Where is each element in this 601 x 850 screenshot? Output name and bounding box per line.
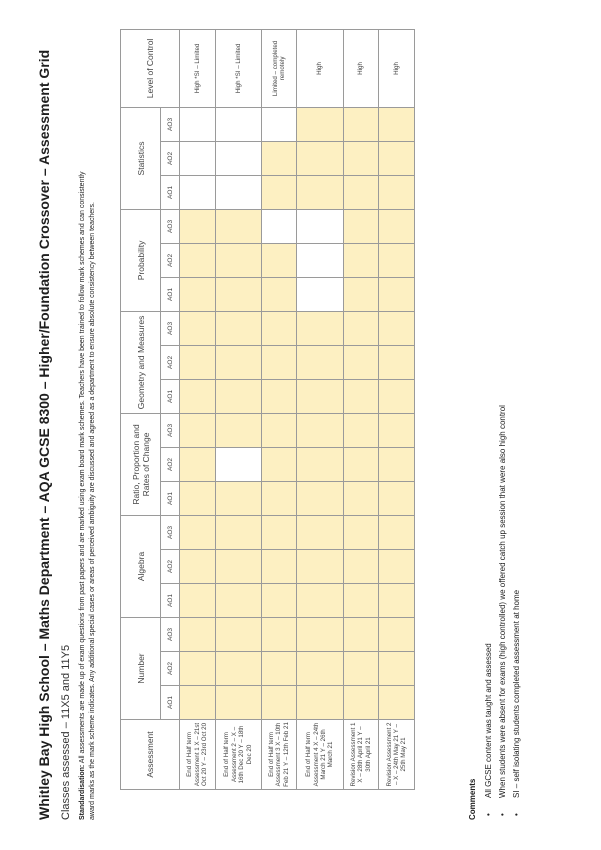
table-row (379, 29, 415, 789)
ao-header-cell: AO2 (161, 345, 180, 379)
table-row (297, 29, 343, 789)
assessed-cell (261, 549, 297, 583)
assessed-cell (261, 311, 297, 345)
not-assessed-cell (180, 141, 216, 175)
not-assessed-cell (261, 209, 297, 243)
assessed-cell (343, 209, 379, 243)
assessed-cell (379, 345, 415, 379)
ao-header-cell: AO2 (161, 141, 180, 175)
topic-header-number: Number (121, 617, 161, 719)
topic-header-algebra: Algebra (121, 515, 161, 617)
assessed-cell (261, 481, 297, 515)
assessed-cell (379, 413, 415, 447)
ao-header-cell: AO3 (161, 413, 180, 447)
assessed-cell (379, 175, 415, 209)
ao-header-cell: AO1 (161, 175, 180, 209)
not-assessed-cell (180, 175, 216, 209)
assessment-grid-table (120, 29, 415, 790)
not-assessed-cell (215, 107, 261, 141)
assessed-cell (297, 141, 343, 175)
assessed-cell (343, 617, 379, 651)
assessed-cell (180, 379, 216, 413)
standardisation-text: All assessments are made up of exam questions from past papers and are marked using exam board mark schemes. Teachers have been trained to follow mark schemes and can consistently award marks as the mark scheme indicates. Any additional special cases or areas of perceived ambiguity are discussed and agreed as a department to ensure absolute consistency between teachers. (79, 171, 96, 820)
assessed-cell (297, 617, 343, 651)
assessed-cell (343, 652, 379, 686)
control-level-cell: High *SI – Limited (215, 29, 261, 107)
ao-header-cell: AO2 (161, 549, 180, 583)
assessed-cell (379, 583, 415, 617)
assessed-cell (261, 583, 297, 617)
ao-header-cell: AO3 (161, 311, 180, 345)
control-level-cell: High (343, 29, 379, 107)
assessed-cell (215, 311, 261, 345)
assessed-cell (297, 549, 343, 583)
assessed-cell (343, 311, 379, 345)
assessed-cell (379, 209, 415, 243)
assessed-cell (343, 447, 379, 481)
control-level-cell: High (379, 29, 415, 107)
assessed-cell (297, 311, 343, 345)
ao-header-row (161, 29, 180, 789)
ao-header-cell: AO1 (161, 379, 180, 413)
assessed-cell (180, 686, 216, 720)
assessed-cell (297, 379, 343, 413)
ao-header-cell: AO3 (161, 209, 180, 243)
assessed-cell (261, 379, 297, 413)
assessed-cell (343, 277, 379, 311)
assessed-cell (261, 617, 297, 651)
topic-header-ratio: Ratio, Proportion and Rates of Change (121, 413, 161, 515)
assessed-cell (379, 243, 415, 277)
assessed-cell (261, 175, 297, 209)
assessed-cell (343, 549, 379, 583)
assessed-cell (215, 549, 261, 583)
assessed-cell (297, 345, 343, 379)
control-level-cell: High *SI – Limited (180, 29, 216, 107)
assessed-cell (343, 481, 379, 515)
topic-header-probability: Probability (121, 209, 161, 311)
assessed-cell (343, 583, 379, 617)
assessed-cell (261, 515, 297, 549)
assessed-cell (215, 686, 261, 720)
assessed-cell (297, 686, 343, 720)
assessed-cell (261, 413, 297, 447)
assessment-cell: Revision Assessment 2 – X – 24th May 21 Y – 25th May 21 (379, 720, 415, 790)
assessed-cell (180, 345, 216, 379)
comments-list (482, 405, 524, 820)
ao-header-cell: AO3 (161, 107, 180, 141)
assessed-cell (180, 413, 216, 447)
table-row (180, 29, 216, 789)
assessed-cell (215, 345, 261, 379)
assessed-cell (261, 447, 297, 481)
ao-header-cell: AO2 (161, 243, 180, 277)
assessed-cell (297, 515, 343, 549)
assessed-cell (297, 107, 343, 141)
assessed-cell (215, 481, 261, 515)
comment-item: • SI – self isolating students completed assessment at home (510, 405, 524, 820)
level-of-control-header: Level of Control (121, 29, 180, 107)
assessed-cell (379, 379, 415, 413)
assessed-cell (379, 515, 415, 549)
assessed-cell (215, 652, 261, 686)
assessed-cell (215, 209, 261, 243)
assessed-cell (261, 277, 297, 311)
assessed-cell (180, 277, 216, 311)
assessed-cell (379, 549, 415, 583)
assessment-cell: End of Half term Assessment 3 X – 10th Feb 21 Y – 12th Feb 21 (261, 720, 297, 790)
table-row (343, 29, 379, 789)
assessed-cell (297, 413, 343, 447)
assessed-cell (180, 549, 216, 583)
not-assessed-cell (297, 243, 343, 277)
assessed-cell (297, 583, 343, 617)
topic-header-statistics: Statistics (121, 107, 161, 209)
assessed-cell (180, 209, 216, 243)
assessed-cell (261, 345, 297, 379)
assessed-cell (343, 243, 379, 277)
ao-header-cell: AO3 (161, 515, 180, 549)
assessed-cell (215, 413, 261, 447)
assessed-cell (297, 481, 343, 515)
assessment-cell: End of Half term Assessment 1 X – 21st Oct 20 Y – 23rd Oct 20 (180, 720, 216, 790)
assessed-cell (180, 243, 216, 277)
ao-header-cell: AO1 (161, 481, 180, 515)
assessed-cell (379, 277, 415, 311)
not-assessed-cell (297, 277, 343, 311)
assessed-cell (343, 345, 379, 379)
standardisation-note (78, 170, 97, 820)
comment-item: • All GCSE content was taught and assessed (482, 405, 496, 820)
assessed-cell (215, 583, 261, 617)
comment-item: • When students were absent for exams (high controlled) we offered catch up session that were also high control (496, 405, 510, 820)
control-level-cell: Limited – completed remotely (261, 29, 297, 107)
assessed-cell (180, 652, 216, 686)
assessed-cell (343, 413, 379, 447)
assessed-cell (343, 379, 379, 413)
assessment-rows (180, 29, 415, 789)
ao-header-cell: AO1 (161, 686, 180, 720)
assessed-cell (215, 243, 261, 277)
assessed-cell (379, 686, 415, 720)
assessed-cell (379, 141, 415, 175)
assessed-cell (180, 515, 216, 549)
assessed-cell (343, 141, 379, 175)
not-assessed-cell (215, 141, 261, 175)
assessed-cell (379, 617, 415, 651)
assessed-cell (180, 311, 216, 345)
assessment-cell: End of Half term Assessment 2 – X – 16th Dec 20 Y – 18th Dec 20 (215, 720, 261, 790)
assessed-cell (343, 515, 379, 549)
table-row (261, 29, 297, 789)
assessed-cell (180, 447, 216, 481)
not-assessed-cell (297, 209, 343, 243)
assessed-cell (180, 481, 216, 515)
assessed-cell (261, 686, 297, 720)
not-assessed-cell (215, 447, 261, 481)
assessed-cell (180, 617, 216, 651)
assessed-cell (215, 515, 261, 549)
assessment-cell: End of Half term Assessment 4 X – 24th March 21 Y – 26th March 21 (297, 720, 343, 790)
assessed-cell (379, 481, 415, 515)
assessed-cell (215, 379, 261, 413)
assessed-cell (379, 311, 415, 345)
ao-header-cell: AO1 (161, 277, 180, 311)
assessed-cell (379, 447, 415, 481)
ao-header-cell: AO1 (161, 583, 180, 617)
ao-header-cell: AO3 (161, 617, 180, 651)
assessed-cell (180, 583, 216, 617)
assessed-cell (261, 141, 297, 175)
ao-header-cell: AO2 (161, 652, 180, 686)
assessment-column-header: Assessment (121, 720, 180, 790)
assessed-cell (379, 652, 415, 686)
assessed-cell (215, 277, 261, 311)
topic-header-geometry: Geometry and Measures (121, 311, 161, 413)
comments-heading: Comments (468, 778, 477, 820)
not-assessed-cell (180, 107, 216, 141)
classes-assessed: Classes assessed – 11X5 and 11Y5 (60, 644, 72, 820)
assessed-cell (379, 107, 415, 141)
assessed-cell (261, 243, 297, 277)
assessment-cell: Revision Assessment 1 X – 28th April 21 Y – 30th April 21 (343, 720, 379, 790)
assessed-cell (297, 447, 343, 481)
ao-header-cell: AO2 (161, 447, 180, 481)
control-level-cell: High (297, 29, 343, 107)
assessed-cell (343, 175, 379, 209)
assessed-cell (215, 617, 261, 651)
page-title: Whitley Bay High School – Maths Department – AQA GCSE 8300 – Higher/Foundation Crossover – Assessment Grid (36, 49, 52, 820)
assessed-cell (343, 686, 379, 720)
assessed-cell (261, 652, 297, 686)
table-row (215, 29, 261, 789)
standardisation-label: Standardisation: (79, 764, 86, 820)
assessed-cell (297, 652, 343, 686)
not-assessed-cell (215, 175, 261, 209)
not-assessed-cell (261, 107, 297, 141)
assessed-cell (343, 107, 379, 141)
assessed-cell (297, 175, 343, 209)
